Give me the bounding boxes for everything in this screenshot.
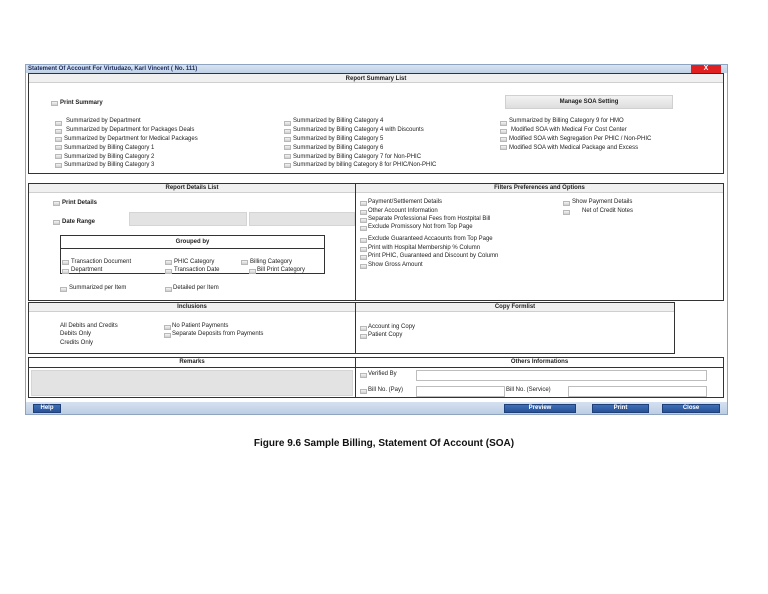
summary-option-label: Summarized by Department bbox=[66, 118, 141, 124]
close-window-button[interactable]: X bbox=[691, 65, 721, 73]
print-button[interactable]: Print bbox=[592, 404, 649, 413]
date-to-field[interactable] bbox=[249, 212, 355, 226]
print-summary-label: Print Summary bbox=[60, 100, 103, 106]
show-payment-details-checkbox[interactable] bbox=[563, 201, 570, 206]
print-details-checkbox[interactable] bbox=[53, 201, 60, 206]
filter-option-label: Other Account Information bbox=[368, 208, 438, 214]
summary-option-checkbox[interactable] bbox=[55, 121, 62, 126]
inclusions-heading: Inclusions bbox=[177, 304, 207, 310]
accounting-copy-label: Account ing Copy bbox=[368, 324, 416, 330]
date-from-field[interactable] bbox=[129, 212, 247, 226]
group-transaction-document-label: Transaction Document bbox=[71, 259, 132, 265]
summary-option-label: Summarized by Department for Packages Deals bbox=[66, 127, 195, 133]
group-bill-print-category-label: Bill Print Category bbox=[257, 267, 306, 273]
group-bill-print-category-checkbox[interactable] bbox=[249, 269, 256, 274]
summary-option-label: Summarized by Billing Category 1 bbox=[64, 145, 155, 151]
summary-option-checkbox[interactable] bbox=[284, 163, 291, 168]
copy-formlist-panel bbox=[355, 302, 675, 354]
filter-option-label: Print with Hospital Membership % Column bbox=[368, 245, 481, 251]
filter-option-label: Exclude Promissory Not from Top Page bbox=[368, 224, 473, 230]
filter-option-label: Exclude Guaranteed Accaounts from Top Page bbox=[368, 236, 493, 242]
filter-option-checkbox[interactable] bbox=[360, 264, 367, 269]
summary-option-checkbox[interactable] bbox=[500, 129, 507, 134]
summary-option-label: Summarized by Billing Category 4 bbox=[293, 118, 384, 124]
help-button[interactable]: Help bbox=[33, 404, 61, 413]
group-phic-category-checkbox[interactable] bbox=[165, 260, 172, 265]
summary-option-label: Summarized by Billing Category 7 for Non-PHIC bbox=[293, 154, 422, 160]
summary-option-checkbox[interactable] bbox=[284, 145, 291, 150]
detailed-per-item-checkbox[interactable] bbox=[165, 287, 172, 292]
patient-copy-label: Patient Copy bbox=[368, 332, 403, 338]
report-details-panel bbox=[28, 183, 356, 301]
debits-only-option[interactable]: Debits Only bbox=[60, 331, 92, 337]
filters-heading: Filters Preferences and Options bbox=[494, 185, 585, 191]
group-billing-category-label: Billing Category bbox=[250, 259, 293, 265]
filter-option-label: Payment/Settlement Details bbox=[368, 199, 443, 205]
remarks-heading: Remarks bbox=[179, 359, 205, 365]
summarized-per-item-label: Summarized per Item bbox=[69, 285, 127, 291]
summary-option-checkbox[interactable] bbox=[55, 163, 62, 168]
bill-no-pay-label: Bill No. (Pay) bbox=[368, 387, 404, 393]
detailed-per-item-label: Detailed per Item bbox=[173, 285, 219, 291]
filter-option-checkbox[interactable] bbox=[360, 218, 367, 223]
filter-option-checkbox[interactable] bbox=[360, 238, 367, 243]
bill-no-service-input[interactable] bbox=[568, 386, 707, 397]
summary-option-label: Summarized by Billing Category 5 bbox=[293, 136, 384, 142]
copy-formlist-heading: Copy Formlist bbox=[494, 304, 536, 310]
summary-option-checkbox[interactable] bbox=[500, 137, 507, 142]
filter-option-checkbox[interactable] bbox=[360, 255, 367, 260]
summary-option-label: Summarized by Department for Medical Packages bbox=[64, 136, 198, 142]
summary-option-label: Summarized by Billing Category 6 bbox=[293, 145, 384, 151]
summary-option-label: Modified SOA with Segregation Per PHIC / Non-PHIC bbox=[509, 136, 652, 142]
summary-option-label: Modified SOA with Medical Package and Excess bbox=[509, 145, 639, 151]
others-heading: Others Informations bbox=[510, 359, 569, 365]
summary-option-checkbox[interactable] bbox=[55, 154, 62, 159]
remarks-textarea[interactable] bbox=[31, 370, 353, 396]
no-patient-payments-checkbox[interactable] bbox=[164, 325, 171, 330]
summary-option-checkbox[interactable] bbox=[284, 121, 291, 126]
close-button[interactable]: Close bbox=[662, 404, 720, 413]
accounting-copy-checkbox[interactable] bbox=[360, 326, 367, 331]
print-summary-checkbox[interactable] bbox=[51, 101, 58, 106]
summary-option-label: Summarized by Billing Category 2 bbox=[64, 154, 155, 160]
group-transaction-document-checkbox[interactable] bbox=[62, 260, 69, 265]
filters-panel bbox=[355, 183, 724, 301]
verified-by-checkbox[interactable] bbox=[360, 373, 367, 378]
bill-no-service-label: Bill No. (Service) bbox=[506, 387, 551, 393]
grouped-by-panel bbox=[60, 235, 325, 274]
report-summary-panel bbox=[28, 73, 724, 174]
inclusions-panel bbox=[28, 302, 356, 354]
filter-option-checkbox[interactable] bbox=[360, 201, 367, 206]
filter-option-label: Show Gross Amount bbox=[368, 262, 423, 268]
grouped-by-heading: Grouped by bbox=[175, 239, 210, 245]
summary-option-label: Modified SOA with Medical For Cost Center bbox=[511, 127, 627, 133]
summarized-per-item-checkbox[interactable] bbox=[60, 287, 67, 292]
group-department-label: Department bbox=[71, 267, 103, 273]
filter-option-label: Print PHIC, Guaranteed and Discount by Column bbox=[368, 253, 499, 259]
bottom-toolbar bbox=[26, 402, 727, 414]
group-transaction-date-label: Transaction Date bbox=[174, 267, 220, 273]
title-bar bbox=[26, 65, 727, 73]
figure-caption: Figure 9.6 Sample Billing, Statement Of Account (SOA) bbox=[253, 438, 515, 449]
bill-no-pay-input[interactable] bbox=[416, 386, 505, 397]
no-patient-payments-label: No Patient Payments bbox=[172, 323, 229, 329]
net-of-credit-notes-checkbox[interactable] bbox=[563, 210, 570, 215]
summary-option-label: Summarized by Billing Category 3 bbox=[64, 162, 155, 168]
date-range-label: Date Range bbox=[62, 219, 96, 225]
remarks-panel bbox=[28, 357, 356, 398]
filter-option-checkbox[interactable] bbox=[360, 247, 367, 252]
summary-option-label: Summarized by Billing Category 4 with Discounts bbox=[293, 127, 424, 133]
group-phic-category-label: PHIC Category bbox=[174, 259, 215, 265]
show-payment-details-label: Show Payment Details bbox=[572, 199, 633, 205]
group-billing-category-checkbox[interactable] bbox=[241, 260, 248, 265]
summary-option-label: Summarized by Billing Category 9 for HMO bbox=[509, 118, 624, 124]
filter-option-label: Separate Professional Fees from Hostpital Bill bbox=[368, 216, 491, 222]
separate-deposits-checkbox[interactable] bbox=[164, 333, 171, 338]
summary-option-checkbox[interactable] bbox=[500, 121, 507, 126]
print-details-label: Print Details bbox=[62, 200, 98, 206]
summary-option-checkbox[interactable] bbox=[55, 129, 62, 134]
verified-by-label: Verified By bbox=[368, 371, 397, 377]
window-title: Statement Of Account For Virtudazo, Karl Vincent ( No. 111) bbox=[28, 66, 198, 72]
summary-option-label: Summarized by billing Category 8 for PHIC/Non-PHIC bbox=[293, 162, 437, 168]
credits-only-option[interactable]: Credits Only bbox=[60, 340, 94, 346]
net-of-credit-notes-label: Net of Credit Notes bbox=[582, 208, 634, 214]
group-department-checkbox[interactable] bbox=[62, 269, 69, 274]
manage-soa-setting-button[interactable]: Manage SOA Setting bbox=[505, 95, 673, 109]
bill-no-pay-checkbox[interactable] bbox=[360, 389, 367, 394]
preview-button[interactable]: Preview bbox=[504, 404, 576, 413]
summary-option-checkbox[interactable] bbox=[55, 137, 62, 142]
others-panel bbox=[355, 357, 724, 398]
summary-option-checkbox[interactable] bbox=[55, 145, 62, 150]
all-debits-credits-option[interactable]: All Debits and Credits bbox=[60, 323, 118, 329]
report-details-heading: Report Details List bbox=[165, 185, 219, 191]
patient-copy-checkbox[interactable] bbox=[360, 334, 367, 339]
filter-option-checkbox[interactable] bbox=[360, 210, 367, 215]
summary-option-checkbox[interactable] bbox=[284, 137, 291, 142]
soa-window bbox=[25, 64, 728, 415]
summary-option-checkbox[interactable] bbox=[500, 145, 507, 150]
report-summary-heading: Report Summary List bbox=[345, 76, 407, 82]
verified-by-input[interactable] bbox=[416, 370, 707, 381]
summary-option-checkbox[interactable] bbox=[284, 129, 291, 134]
date-range-checkbox[interactable] bbox=[53, 220, 60, 225]
filter-option-checkbox[interactable] bbox=[360, 226, 367, 231]
separate-deposits-label: Separate Deposits from Payments bbox=[172, 331, 264, 337]
summary-option-checkbox[interactable] bbox=[284, 154, 291, 159]
group-transaction-date-checkbox[interactable] bbox=[165, 269, 172, 274]
